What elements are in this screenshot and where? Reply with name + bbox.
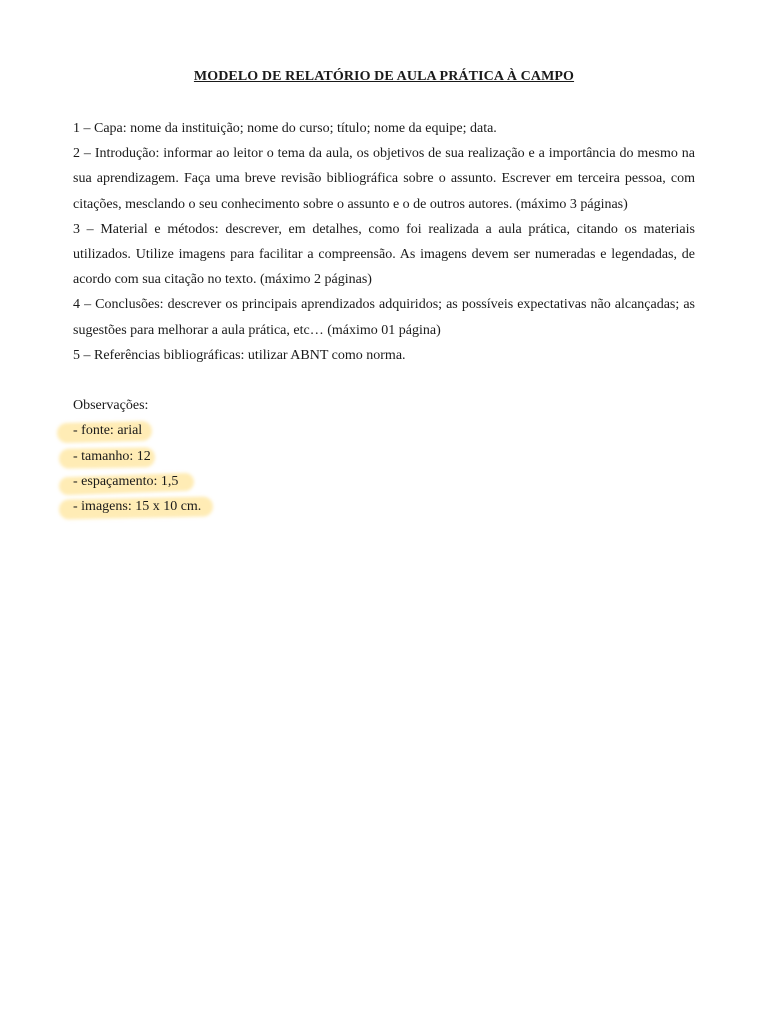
- highlighted-text: - imagens: 15 x 10 cm.: [73, 494, 201, 519]
- section-referencias: 5 – Referências bibliográficas: utilizar ABNT como norma.: [73, 347, 406, 363]
- observation-item-images: [73, 494, 695, 519]
- section-material-metodos: 3 – Material e métodos: descrever, em detalhes, como foi realizada a aula prática, citando os materiais utilizados. Utilize imagens para facilitar a compreensão. As imagens devem ser numeradas e legendadas, de acordo com sua citação no texto. (máximo 2 páginas): [73, 221, 695, 288]
- highlighted-text: - espaçamento: 1,5: [73, 469, 178, 494]
- section-conclusoes: 4 – Conclusões: descrever os principais aprendizados adquiridos; as possíveis expectativas não alcançadas; as sugestões para melhorar a aula prática, etc… (máximo 01 página): [73, 297, 695, 338]
- document-body: [73, 116, 695, 519]
- observation-item-size: [73, 444, 695, 469]
- section-capa: 1 – Capa: nome da instituição; nome do curso; título; nome da equipe; data.: [73, 121, 497, 136]
- observation-item-spacing: [73, 469, 695, 494]
- document-title: MODELO DE RELATÓRIO DE AULA PRÁTICA À CAMPO: [193, 69, 575, 84]
- observations-heading: Observações:: [73, 398, 149, 414]
- highlighted-text: - fonte: arial: [73, 418, 142, 443]
- section-introducao: 2 – Introdução: informar ao leitor o tema da aula, os objetivos de sua realização e a importância do mesmo na sua aprendizagem. Faça uma breve revisão bibliográfica sobre o assunto. Escrever em terceira pessoa, com citações, mesclando o seu conhecimento sobre o assunto e o de outros autores. (máximo 3 páginas): [73, 146, 695, 212]
- observation-item-font: [73, 418, 695, 443]
- highlighted-text: - tamanho: 12: [73, 444, 151, 469]
- paragraph-gap: [73, 368, 695, 393]
